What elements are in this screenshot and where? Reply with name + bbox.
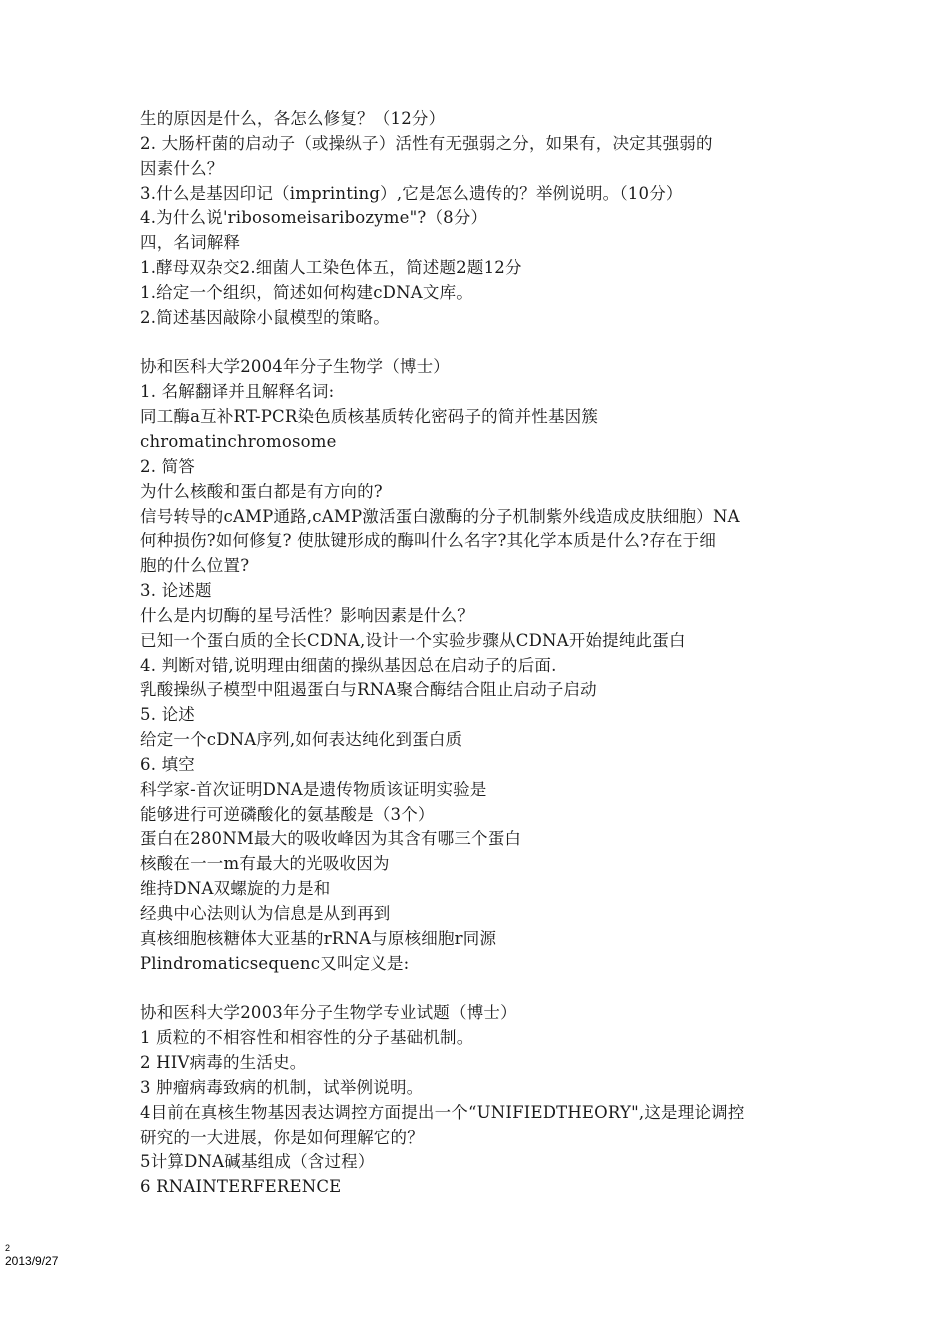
text-line: 维持DNA双螺旋的力是和 xyxy=(140,879,331,899)
text-line: 2. 大肠杆菌的启动子（或操纵子）活性有无强弱之分，如果有，决定其强弱的 xyxy=(140,133,713,153)
text-line: 生的原因是什么，各怎么修复？（12分） xyxy=(140,109,446,128)
text-line: 经典中心法则认为信息是从到再到 xyxy=(140,904,391,923)
text-line: 1.酵母双杂交2.细菌人工染色体五，简述题2题12分 xyxy=(140,258,522,278)
footer-date: 2013/9/27 xyxy=(5,1254,59,1268)
text-line: 3. 论述题 xyxy=(140,581,212,601)
text-line: 核酸在一一m有最大的光吸收因为 xyxy=(140,854,390,874)
text-line: 1 质粒的不相容性和相容性的分子基础机制。 xyxy=(140,1028,474,1048)
text-line: 胞的什么位置? xyxy=(140,556,250,576)
text-line: 为什么核酸和蛋白都是有方向的? xyxy=(140,481,383,501)
text-line: 4目前在真核生物基因表达调控方面提出一个“UNIFIEDTHEORY",这是理论调控 xyxy=(140,1102,745,1122)
page-number: 2 xyxy=(5,1243,11,1253)
blank-line xyxy=(140,331,820,356)
section-3 xyxy=(140,1001,820,1200)
text-line: 2. 简答 xyxy=(140,456,195,476)
text-line: 何种损伤?如何修复? 使肽键形成的酶叫什么名字?其化学本质是什么?存在于细 xyxy=(140,531,717,551)
text-line: 3.什么是基因印记（imprinting）,它是怎么遗传的？举例说明。（10分） xyxy=(140,183,683,203)
text-line: 4.为什么说'ribosomeisaribozyme"?（8分） xyxy=(140,208,488,228)
text-line: 3 肿瘤病毒致病的机制，试举例说明。 xyxy=(140,1077,424,1097)
text-line: 5. 论述 xyxy=(140,705,195,725)
document-body xyxy=(140,107,820,1200)
exam-title: 协和医科大学2003年分子生物学专业试题（博士） xyxy=(140,1003,517,1023)
text-line: 2.简述基因敲除小鼠模型的策略。 xyxy=(140,307,390,327)
text-line: 已知一个蛋白质的全长CDNA,设计一个实验步骤从CDNA开始提纯此蛋白 xyxy=(140,630,686,650)
text-line: 蛋白在280NM最大的吸收峰因为其含有哪三个蛋白 xyxy=(140,829,522,849)
text-line: 同工酶a互补RT-PCR染色质核基质转化密码子的简并性基因簇 xyxy=(140,407,599,427)
text-line: Plindromaticsequenc又叫定义是: xyxy=(140,953,410,973)
page-footer xyxy=(5,1243,58,1269)
text-line: 5计算DNA碱基组成（含过程） xyxy=(140,1152,375,1172)
text-line: 1. 名解翻译并且解释名词: xyxy=(140,382,335,402)
section-heading: 四，名词解释 xyxy=(140,233,241,253)
text-line: 因素什么？ xyxy=(140,158,224,178)
text-line: 4. 判断对错,说明理由细菌的操纵基因总在启动子的后面. xyxy=(140,655,557,675)
exam-title: 协和医科大学2004年分子生物学（博士） xyxy=(140,357,450,377)
text-line: 乳酸操纵子模型中阻遏蛋白与RNA聚合酶结合阻止启动子启动 xyxy=(140,680,597,700)
blank-line xyxy=(140,977,820,1002)
text-line: 2 HIV病毒的生活史。 xyxy=(140,1053,307,1073)
text-line: 能够进行可逆磷酸化的氨基酸是（3个） xyxy=(140,804,435,824)
section-2 xyxy=(140,355,820,976)
text-line: 6. 填空 xyxy=(140,754,195,774)
text-line: 真核细胞核糖体大亚基的rRNA与原核细胞r同源 xyxy=(140,928,497,948)
text-line: 6 RNAINTERFERENCE xyxy=(140,1177,342,1197)
text-line: 信号转导的cAMP通路,cAMP激活蛋白激酶的分子机制紫外线造成皮肤细胞）NA xyxy=(140,506,740,526)
text-line: 科学家-首次证明DNA是遗传物质该证明实验是 xyxy=(140,779,487,799)
section-1 xyxy=(140,107,820,331)
text-line: chromatinchromosome xyxy=(140,431,337,451)
text-line: 研究的一大进展，你是如何理解它的？ xyxy=(140,1127,424,1147)
text-line: 给定一个cDNA序列,如何表达纯化到蛋白质 xyxy=(140,730,463,750)
text-line: 1.给定一个组织，简述如何构建cDNA文库。 xyxy=(140,282,473,302)
text-line: 什么是内切酶的星号活性？影响因素是什么？ xyxy=(140,605,474,625)
